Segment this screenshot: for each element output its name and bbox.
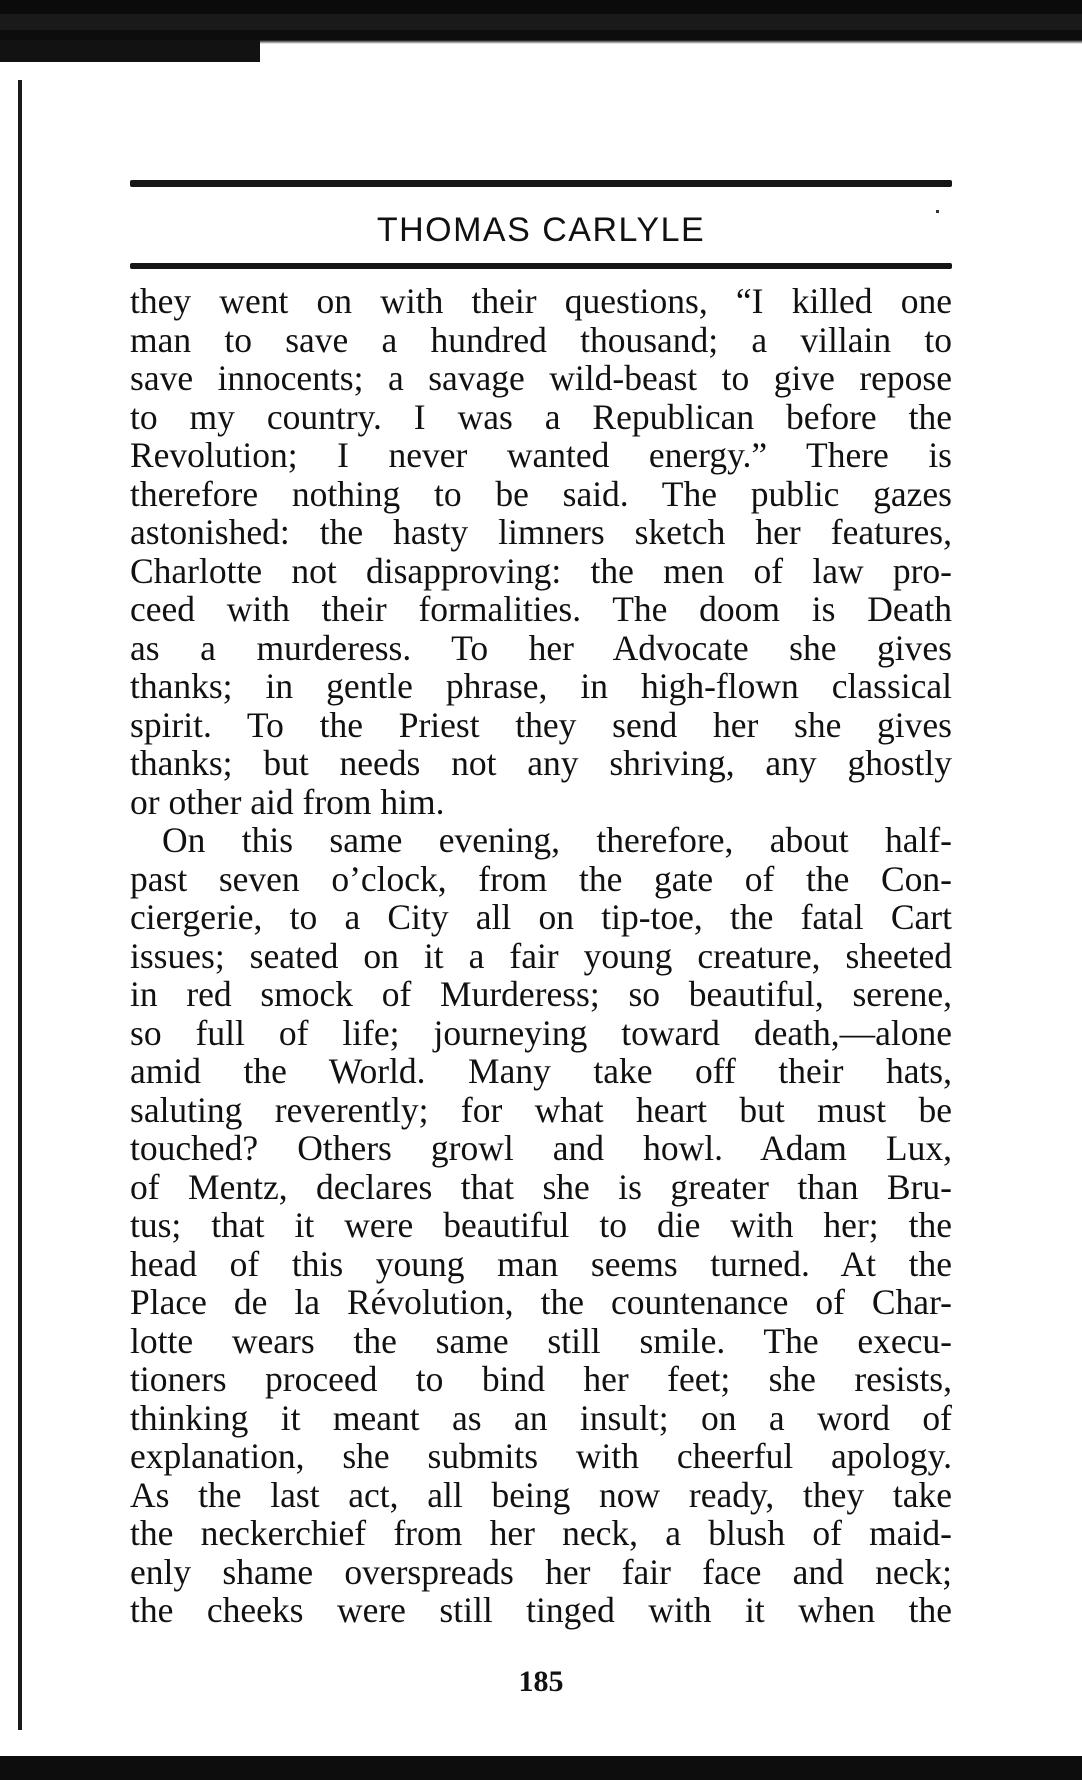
- text-line: as a murderess. To her Advocate she gives: [130, 627, 952, 668]
- paragraph-2: [130, 821, 952, 1630]
- text-line: ciergerie, to a City all on tip-toe, the fatal Cart: [130, 897, 952, 937]
- text-line: or other aid from him.: [130, 781, 445, 822]
- scan-bottom-border: [0, 1756, 1082, 1780]
- text-line: to my country. I was a Republican before the: [130, 396, 952, 437]
- text-line: tus; that it were beautiful to die with her; the: [130, 1205, 952, 1245]
- text-line: Place de la Révolution, the countenance of Char-: [130, 1282, 952, 1322]
- running-head: THOMAS CARLYLE: [376, 211, 706, 249]
- text-line: Charlotte not disapproving: the men of law pro-: [130, 550, 952, 591]
- text-line: tioners proceed to bind her feet; she resists,: [130, 1359, 952, 1399]
- text-line: Revolution; I never wanted energy.” There is: [130, 435, 952, 475]
- header-rule-bottom: [130, 263, 952, 269]
- text-line: ceed with their formalities. The doom is Death: [130, 589, 952, 629]
- text-line: head of this young man seems turned. At the: [130, 1243, 952, 1284]
- text-line: issues; seated on it a fair young creature, sheeted: [130, 935, 952, 976]
- text-line: the neckerchief from her neck, a blush of maid-: [130, 1513, 952, 1553]
- text-line: of Mentz, declares that she is greater than Bru-: [130, 1166, 952, 1207]
- text-line: thanks; in gentle phrase, in high-flown classical: [130, 666, 952, 706]
- text-line: touched? Others growl and howl. Adam Lux,: [130, 1128, 952, 1168]
- page-body: [130, 282, 952, 1630]
- header-rule-top: [130, 180, 952, 187]
- scan-top-corner: [0, 40, 260, 62]
- text-line: As the last act, all being now ready, they take: [130, 1474, 952, 1515]
- text-line: they went on with their questions, “I killed one: [130, 281, 952, 321]
- text-line: save innocents; a savage wild-beast to give repose: [130, 358, 952, 398]
- text-line: therefore nothing to be said. The public gazes: [130, 473, 952, 514]
- scan-left-border: [18, 80, 22, 1730]
- text-line: in red smock of Murderess; so beautiful, serene,: [130, 974, 952, 1014]
- text-line: thanks; but needs not any shriving, any ghostly: [130, 743, 952, 783]
- text-line: saluting reverently; for what heart but must be: [130, 1089, 952, 1130]
- text-line: enly shame overspreads her fair face and neck;: [130, 1551, 952, 1592]
- text-line: lotte wears the same still smile. The execu-: [130, 1320, 952, 1361]
- scan-top-border: [0, 0, 1082, 44]
- text-line: explanation, she submits with cheerful apology.: [130, 1436, 952, 1476]
- text-line: astonished: the hasty limners sketch her features,: [130, 512, 952, 552]
- text-line: thinking it meant as an insult; on a word of: [130, 1397, 952, 1438]
- text-line: so full of life; journeying toward death,—alone: [130, 1012, 952, 1053]
- text-line: On this same evening, therefore, about half-: [162, 820, 952, 860]
- paragraph-1: [130, 282, 952, 821]
- text-line: amid the World. Many take off their hats,: [130, 1051, 952, 1091]
- text-line: past seven o’clock, from the gate of the Con-: [130, 858, 952, 899]
- text-line: the cheeks were still tinged with it when the: [130, 1590, 952, 1630]
- text-line: man to save a hundred thousand; a villain to: [130, 319, 952, 360]
- page-number: 185: [518, 1665, 564, 1698]
- text-line: spirit. To the Priest they send her she gives: [130, 704, 952, 745]
